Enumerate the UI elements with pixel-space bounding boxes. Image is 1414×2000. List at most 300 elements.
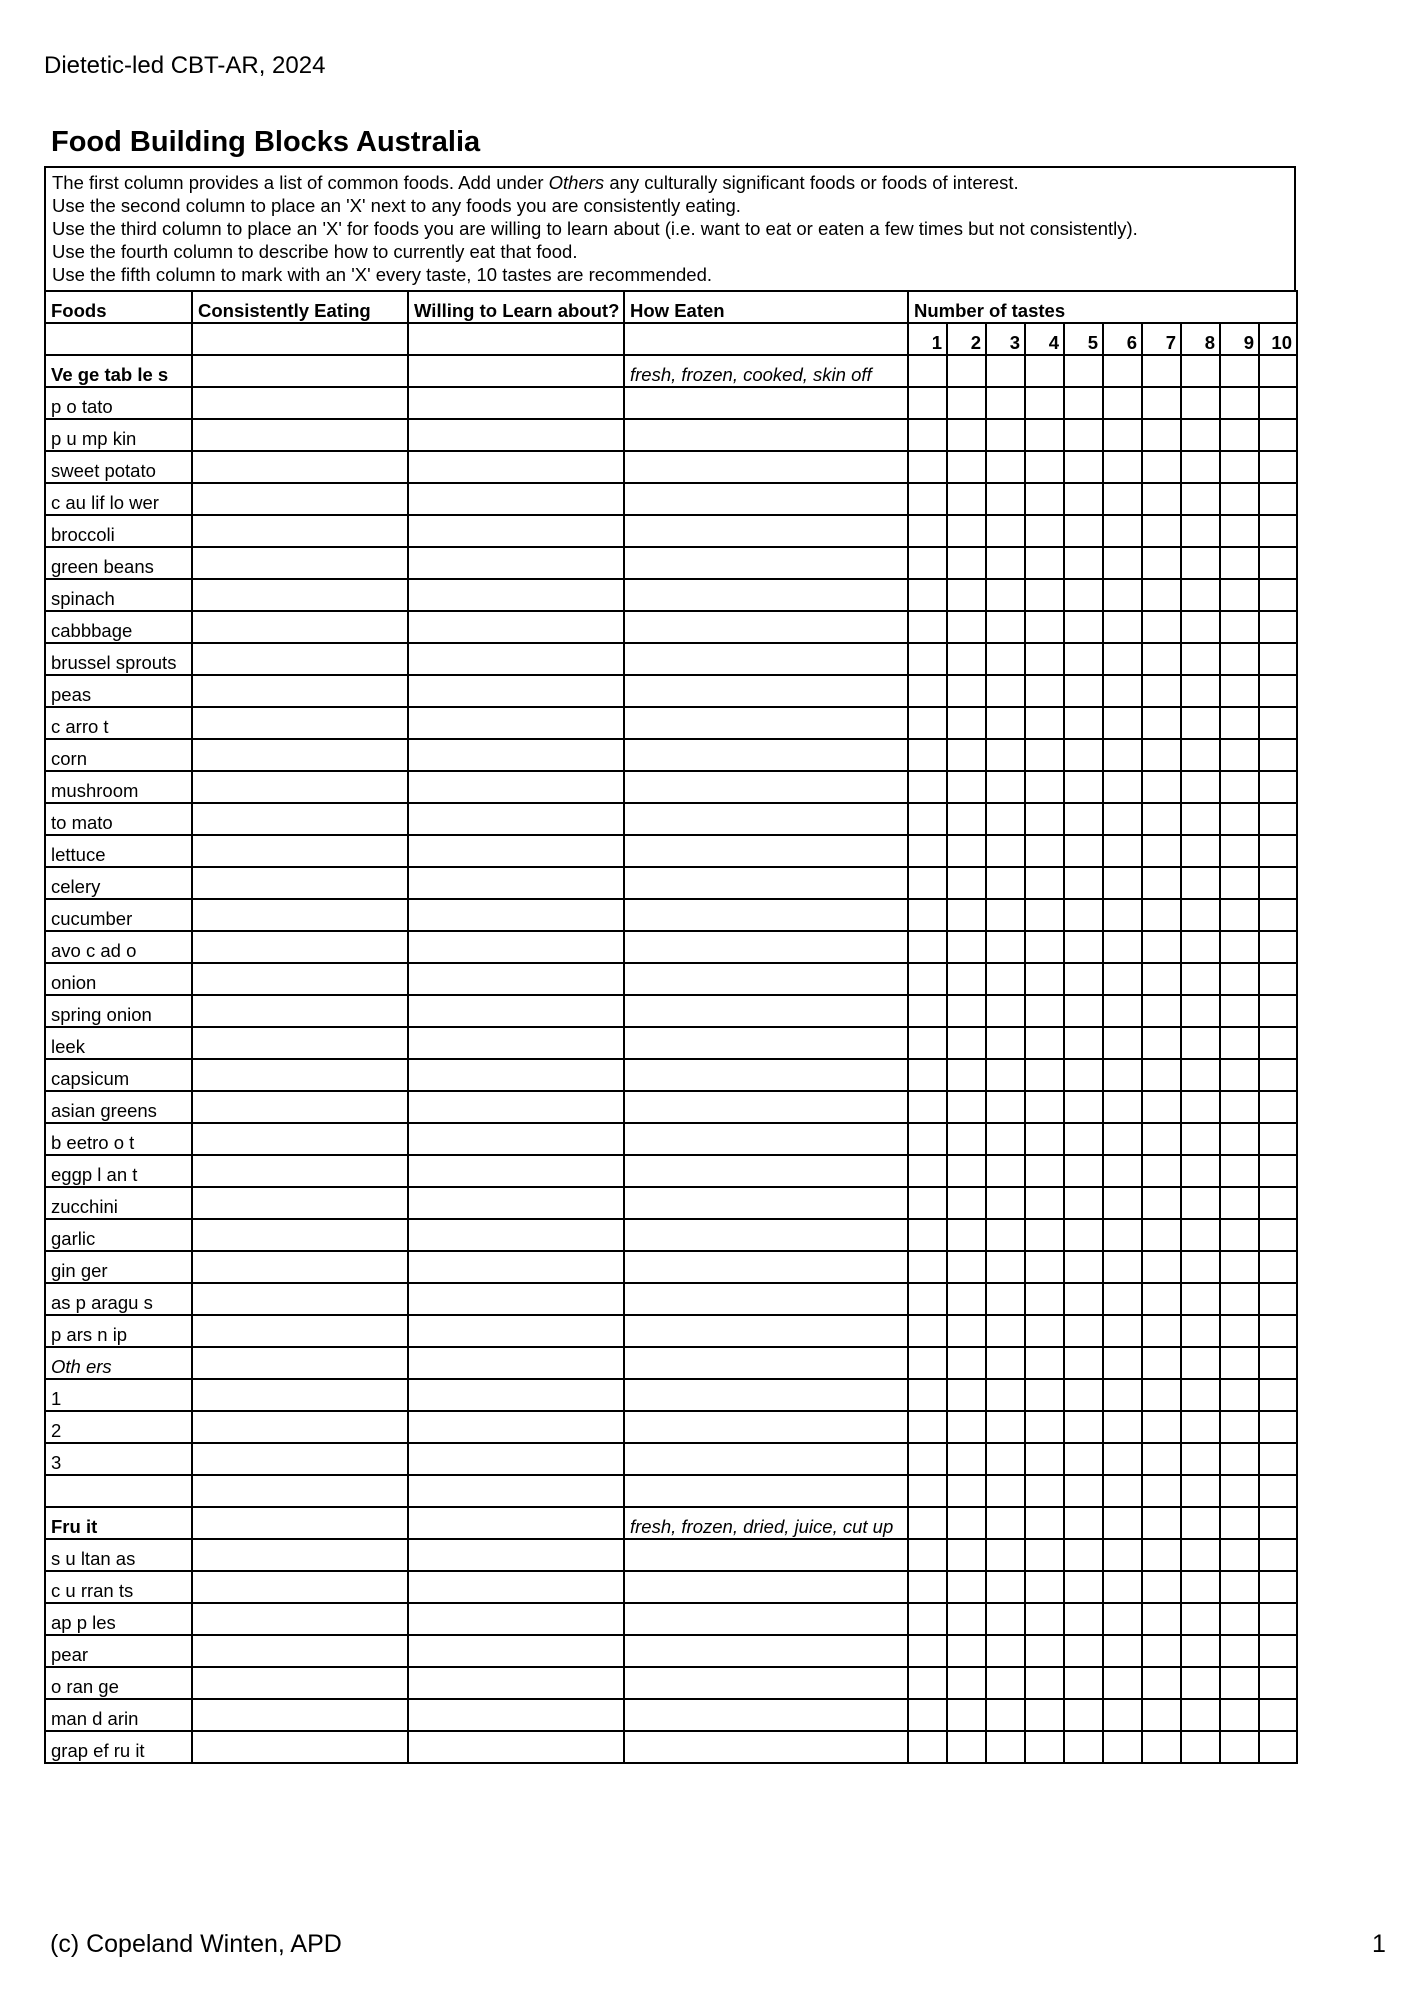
taste-checkbox-cell[interactable] bbox=[1181, 547, 1220, 579]
taste-checkbox-cell[interactable] bbox=[1259, 1475, 1297, 1507]
willing-to-learn-cell[interactable] bbox=[408, 515, 624, 547]
taste-checkbox-cell[interactable] bbox=[1142, 995, 1181, 1027]
taste-checkbox-cell[interactable] bbox=[1142, 451, 1181, 483]
taste-checkbox-cell[interactable] bbox=[1064, 995, 1103, 1027]
consistently-eating-cell[interactable] bbox=[192, 1347, 408, 1379]
how-eaten-cell[interactable] bbox=[624, 611, 908, 643]
taste-checkbox-cell[interactable] bbox=[1064, 1411, 1103, 1443]
taste-checkbox-cell[interactable] bbox=[1025, 931, 1064, 963]
willing-to-learn-cell[interactable] bbox=[408, 771, 624, 803]
taste-checkbox-cell[interactable] bbox=[1259, 1507, 1297, 1539]
taste-checkbox-cell[interactable] bbox=[1103, 1347, 1142, 1379]
taste-checkbox-cell[interactable] bbox=[1103, 1475, 1142, 1507]
taste-checkbox-cell[interactable] bbox=[1142, 1411, 1181, 1443]
taste-checkbox-cell[interactable] bbox=[1220, 995, 1259, 1027]
taste-checkbox-cell[interactable] bbox=[1103, 675, 1142, 707]
taste-checkbox-cell[interactable] bbox=[947, 835, 986, 867]
taste-checkbox-cell[interactable] bbox=[986, 1283, 1025, 1315]
taste-checkbox-cell[interactable] bbox=[1259, 963, 1297, 995]
taste-checkbox-cell[interactable] bbox=[908, 1251, 947, 1283]
taste-checkbox-cell[interactable] bbox=[1142, 1251, 1181, 1283]
taste-checkbox-cell[interactable] bbox=[1103, 771, 1142, 803]
taste-checkbox-cell[interactable] bbox=[1103, 1443, 1142, 1475]
willing-to-learn-cell[interactable] bbox=[408, 1123, 624, 1155]
willing-to-learn-cell[interactable] bbox=[408, 611, 624, 643]
taste-checkbox-cell[interactable] bbox=[908, 1571, 947, 1603]
consistently-eating-cell[interactable] bbox=[192, 739, 408, 771]
taste-checkbox-cell[interactable] bbox=[908, 707, 947, 739]
taste-checkbox-cell[interactable] bbox=[1181, 1411, 1220, 1443]
taste-checkbox-cell[interactable] bbox=[947, 1731, 986, 1763]
taste-checkbox-cell[interactable] bbox=[1025, 515, 1064, 547]
consistently-eating-cell[interactable] bbox=[192, 1315, 408, 1347]
willing-to-learn-cell[interactable] bbox=[408, 867, 624, 899]
taste-checkbox-cell[interactable] bbox=[1220, 1667, 1259, 1699]
consistently-eating-cell[interactable] bbox=[192, 1155, 408, 1187]
taste-checkbox-cell[interactable] bbox=[1103, 995, 1142, 1027]
taste-checkbox-cell[interactable] bbox=[1025, 675, 1064, 707]
taste-checkbox-cell[interactable] bbox=[1181, 1123, 1220, 1155]
taste-checkbox-cell[interactable] bbox=[908, 547, 947, 579]
taste-checkbox-cell[interactable] bbox=[1181, 1283, 1220, 1315]
taste-checkbox-cell[interactable] bbox=[908, 483, 947, 515]
consistently-eating-cell[interactable] bbox=[192, 1027, 408, 1059]
taste-checkbox-cell[interactable] bbox=[1142, 1635, 1181, 1667]
consistently-eating-cell[interactable] bbox=[192, 1475, 408, 1507]
taste-checkbox-cell[interactable] bbox=[986, 1539, 1025, 1571]
taste-checkbox-cell[interactable] bbox=[1103, 515, 1142, 547]
taste-checkbox-cell[interactable] bbox=[1025, 483, 1064, 515]
taste-checkbox-cell[interactable] bbox=[1220, 1187, 1259, 1219]
taste-checkbox-cell[interactable] bbox=[1220, 1443, 1259, 1475]
willing-to-learn-cell[interactable] bbox=[408, 963, 624, 995]
willing-to-learn-cell[interactable] bbox=[408, 995, 624, 1027]
taste-checkbox-cell[interactable] bbox=[1064, 1283, 1103, 1315]
taste-checkbox-cell[interactable] bbox=[908, 1699, 947, 1731]
taste-checkbox-cell[interactable] bbox=[1025, 867, 1064, 899]
taste-checkbox-cell[interactable] bbox=[1181, 771, 1220, 803]
taste-checkbox-cell[interactable] bbox=[1064, 1315, 1103, 1347]
how-eaten-cell[interactable] bbox=[624, 643, 908, 675]
taste-checkbox-cell[interactable] bbox=[1064, 1731, 1103, 1763]
taste-checkbox-cell[interactable] bbox=[1220, 1507, 1259, 1539]
taste-checkbox-cell[interactable] bbox=[1259, 451, 1297, 483]
taste-checkbox-cell[interactable] bbox=[1142, 1379, 1181, 1411]
how-eaten-cell[interactable] bbox=[624, 1539, 908, 1571]
taste-checkbox-cell[interactable] bbox=[1142, 1219, 1181, 1251]
taste-checkbox-cell[interactable] bbox=[986, 1155, 1025, 1187]
taste-checkbox-cell[interactable] bbox=[1142, 1187, 1181, 1219]
taste-checkbox-cell[interactable] bbox=[1220, 451, 1259, 483]
how-eaten-cell[interactable] bbox=[624, 387, 908, 419]
taste-checkbox-cell[interactable] bbox=[1064, 1251, 1103, 1283]
taste-checkbox-cell[interactable] bbox=[1220, 835, 1259, 867]
taste-checkbox-cell[interactable] bbox=[1220, 1251, 1259, 1283]
how-eaten-cell[interactable] bbox=[624, 1379, 908, 1411]
taste-checkbox-cell[interactable] bbox=[986, 1411, 1025, 1443]
taste-checkbox-cell[interactable] bbox=[947, 1027, 986, 1059]
taste-checkbox-cell[interactable] bbox=[908, 771, 947, 803]
taste-checkbox-cell[interactable] bbox=[1220, 931, 1259, 963]
consistently-eating-cell[interactable] bbox=[192, 707, 408, 739]
taste-checkbox-cell[interactable] bbox=[1064, 899, 1103, 931]
taste-checkbox-cell[interactable] bbox=[1025, 1571, 1064, 1603]
taste-checkbox-cell[interactable] bbox=[1142, 1731, 1181, 1763]
taste-checkbox-cell[interactable] bbox=[1064, 739, 1103, 771]
taste-checkbox-cell[interactable] bbox=[1103, 1315, 1142, 1347]
taste-checkbox-cell[interactable] bbox=[1103, 835, 1142, 867]
taste-checkbox-cell[interactable] bbox=[986, 739, 1025, 771]
taste-checkbox-cell[interactable] bbox=[1064, 1187, 1103, 1219]
taste-checkbox-cell[interactable] bbox=[1142, 547, 1181, 579]
taste-checkbox-cell[interactable] bbox=[986, 771, 1025, 803]
taste-checkbox-cell[interactable] bbox=[1181, 899, 1220, 931]
willing-to-learn-cell[interactable] bbox=[408, 1635, 624, 1667]
taste-checkbox-cell[interactable] bbox=[1181, 1379, 1220, 1411]
taste-checkbox-cell[interactable] bbox=[1025, 1379, 1064, 1411]
taste-checkbox-cell[interactable] bbox=[986, 1603, 1025, 1635]
consistently-eating-cell[interactable] bbox=[192, 1731, 408, 1763]
taste-checkbox-cell[interactable] bbox=[947, 1347, 986, 1379]
consistently-eating-cell[interactable] bbox=[192, 899, 408, 931]
taste-checkbox-cell[interactable] bbox=[1181, 675, 1220, 707]
taste-checkbox-cell[interactable] bbox=[986, 803, 1025, 835]
taste-checkbox-cell[interactable] bbox=[1220, 771, 1259, 803]
taste-checkbox-cell[interactable] bbox=[1259, 835, 1297, 867]
taste-checkbox-cell[interactable] bbox=[947, 1507, 986, 1539]
taste-checkbox-cell[interactable] bbox=[986, 1699, 1025, 1731]
taste-checkbox-cell[interactable] bbox=[908, 995, 947, 1027]
taste-checkbox-cell[interactable] bbox=[1064, 707, 1103, 739]
taste-checkbox-cell[interactable] bbox=[947, 1411, 986, 1443]
taste-checkbox-cell[interactable] bbox=[1259, 739, 1297, 771]
how-eaten-cell[interactable] bbox=[624, 1283, 908, 1315]
taste-checkbox-cell[interactable] bbox=[1103, 803, 1142, 835]
taste-checkbox-cell[interactable] bbox=[908, 899, 947, 931]
taste-checkbox-cell[interactable] bbox=[1181, 1635, 1220, 1667]
taste-checkbox-cell[interactable] bbox=[1142, 579, 1181, 611]
taste-checkbox-cell[interactable] bbox=[1220, 1699, 1259, 1731]
taste-checkbox-cell[interactable] bbox=[947, 579, 986, 611]
taste-checkbox-cell[interactable] bbox=[1025, 611, 1064, 643]
taste-checkbox-cell[interactable] bbox=[1220, 1155, 1259, 1187]
willing-to-learn-cell[interactable] bbox=[408, 387, 624, 419]
taste-checkbox-cell[interactable] bbox=[986, 611, 1025, 643]
taste-checkbox-cell[interactable] bbox=[1142, 803, 1181, 835]
taste-checkbox-cell[interactable] bbox=[1025, 643, 1064, 675]
taste-checkbox-cell[interactable] bbox=[1142, 963, 1181, 995]
taste-checkbox-cell[interactable] bbox=[1025, 1155, 1064, 1187]
taste-checkbox-cell[interactable] bbox=[1103, 451, 1142, 483]
taste-checkbox-cell[interactable] bbox=[1220, 483, 1259, 515]
taste-checkbox-cell[interactable] bbox=[1181, 963, 1220, 995]
taste-checkbox-cell[interactable] bbox=[986, 867, 1025, 899]
taste-checkbox-cell[interactable] bbox=[1103, 1539, 1142, 1571]
taste-checkbox-cell[interactable] bbox=[1064, 1379, 1103, 1411]
taste-checkbox-cell[interactable] bbox=[1220, 643, 1259, 675]
taste-checkbox-cell[interactable] bbox=[986, 1123, 1025, 1155]
taste-checkbox-cell[interactable] bbox=[947, 1059, 986, 1091]
taste-checkbox-cell[interactable] bbox=[1220, 1027, 1259, 1059]
taste-checkbox-cell[interactable] bbox=[1259, 931, 1297, 963]
taste-checkbox-cell[interactable] bbox=[1142, 515, 1181, 547]
how-eaten-cell[interactable]: fresh, frozen, cooked, skin off bbox=[624, 355, 908, 387]
taste-checkbox-cell[interactable] bbox=[1064, 963, 1103, 995]
taste-checkbox-cell[interactable] bbox=[1025, 1731, 1064, 1763]
taste-checkbox-cell[interactable] bbox=[1220, 515, 1259, 547]
taste-checkbox-cell[interactable] bbox=[1025, 739, 1064, 771]
taste-checkbox-cell[interactable] bbox=[1142, 1027, 1181, 1059]
taste-checkbox-cell[interactable] bbox=[986, 643, 1025, 675]
taste-checkbox-cell[interactable] bbox=[947, 1603, 986, 1635]
taste-checkbox-cell[interactable] bbox=[947, 803, 986, 835]
taste-checkbox-cell[interactable] bbox=[947, 995, 986, 1027]
taste-checkbox-cell[interactable] bbox=[1025, 451, 1064, 483]
consistently-eating-cell[interactable] bbox=[192, 483, 408, 515]
taste-checkbox-cell[interactable] bbox=[947, 355, 986, 387]
taste-checkbox-cell[interactable] bbox=[947, 963, 986, 995]
taste-checkbox-cell[interactable] bbox=[947, 1699, 986, 1731]
taste-checkbox-cell[interactable] bbox=[908, 387, 947, 419]
taste-checkbox-cell[interactable] bbox=[1259, 1251, 1297, 1283]
taste-checkbox-cell[interactable] bbox=[986, 899, 1025, 931]
taste-checkbox-cell[interactable] bbox=[1064, 451, 1103, 483]
how-eaten-cell[interactable] bbox=[624, 707, 908, 739]
how-eaten-cell[interactable] bbox=[624, 1443, 908, 1475]
taste-checkbox-cell[interactable] bbox=[1103, 1123, 1142, 1155]
taste-checkbox-cell[interactable] bbox=[986, 1443, 1025, 1475]
taste-checkbox-cell[interactable] bbox=[1259, 899, 1297, 931]
taste-checkbox-cell[interactable] bbox=[947, 1667, 986, 1699]
taste-checkbox-cell[interactable] bbox=[1142, 1347, 1181, 1379]
taste-checkbox-cell[interactable] bbox=[1025, 1603, 1064, 1635]
taste-checkbox-cell[interactable] bbox=[1259, 1315, 1297, 1347]
consistently-eating-cell[interactable] bbox=[192, 1507, 408, 1539]
taste-checkbox-cell[interactable] bbox=[947, 451, 986, 483]
taste-checkbox-cell[interactable] bbox=[1064, 1123, 1103, 1155]
consistently-eating-cell[interactable] bbox=[192, 1411, 408, 1443]
taste-checkbox-cell[interactable] bbox=[1025, 1283, 1064, 1315]
taste-checkbox-cell[interactable] bbox=[1103, 707, 1142, 739]
taste-checkbox-cell[interactable] bbox=[1259, 1411, 1297, 1443]
taste-checkbox-cell[interactable] bbox=[1181, 739, 1220, 771]
taste-checkbox-cell[interactable] bbox=[1064, 355, 1103, 387]
taste-checkbox-cell[interactable] bbox=[908, 1059, 947, 1091]
taste-checkbox-cell[interactable] bbox=[1220, 1283, 1259, 1315]
taste-checkbox-cell[interactable] bbox=[1064, 419, 1103, 451]
taste-checkbox-cell[interactable] bbox=[986, 1251, 1025, 1283]
willing-to-learn-cell[interactable] bbox=[408, 643, 624, 675]
how-eaten-cell[interactable] bbox=[624, 1059, 908, 1091]
willing-to-learn-cell[interactable] bbox=[408, 1219, 624, 1251]
taste-checkbox-cell[interactable] bbox=[1259, 1283, 1297, 1315]
taste-checkbox-cell[interactable] bbox=[1181, 1251, 1220, 1283]
taste-checkbox-cell[interactable] bbox=[1181, 835, 1220, 867]
willing-to-learn-cell[interactable] bbox=[408, 451, 624, 483]
taste-checkbox-cell[interactable] bbox=[1181, 995, 1220, 1027]
taste-checkbox-cell[interactable] bbox=[908, 1187, 947, 1219]
taste-checkbox-cell[interactable] bbox=[1103, 579, 1142, 611]
taste-checkbox-cell[interactable] bbox=[1220, 1379, 1259, 1411]
how-eaten-cell[interactable] bbox=[624, 1027, 908, 1059]
taste-checkbox-cell[interactable] bbox=[1181, 451, 1220, 483]
taste-checkbox-cell[interactable] bbox=[1181, 1539, 1220, 1571]
taste-checkbox-cell[interactable] bbox=[1259, 1667, 1297, 1699]
taste-checkbox-cell[interactable] bbox=[1220, 419, 1259, 451]
taste-checkbox-cell[interactable] bbox=[1181, 1059, 1220, 1091]
taste-checkbox-cell[interactable] bbox=[1025, 1251, 1064, 1283]
taste-checkbox-cell[interactable] bbox=[947, 867, 986, 899]
consistently-eating-cell[interactable] bbox=[192, 963, 408, 995]
consistently-eating-cell[interactable] bbox=[192, 675, 408, 707]
taste-checkbox-cell[interactable] bbox=[1220, 1219, 1259, 1251]
taste-checkbox-cell[interactable] bbox=[1064, 483, 1103, 515]
taste-checkbox-cell[interactable] bbox=[1064, 867, 1103, 899]
consistently-eating-cell[interactable] bbox=[192, 1091, 408, 1123]
willing-to-learn-cell[interactable] bbox=[408, 675, 624, 707]
willing-to-learn-cell[interactable] bbox=[408, 483, 624, 515]
taste-checkbox-cell[interactable] bbox=[1181, 1667, 1220, 1699]
taste-checkbox-cell[interactable] bbox=[1064, 1347, 1103, 1379]
willing-to-learn-cell[interactable] bbox=[408, 1571, 624, 1603]
taste-checkbox-cell[interactable] bbox=[1220, 803, 1259, 835]
taste-checkbox-cell[interactable] bbox=[1259, 1219, 1297, 1251]
taste-checkbox-cell[interactable] bbox=[1181, 1603, 1220, 1635]
how-eaten-cell[interactable] bbox=[624, 1699, 908, 1731]
taste-checkbox-cell[interactable] bbox=[1259, 1155, 1297, 1187]
taste-checkbox-cell[interactable] bbox=[1181, 867, 1220, 899]
taste-checkbox-cell[interactable] bbox=[986, 1091, 1025, 1123]
taste-checkbox-cell[interactable] bbox=[1181, 1027, 1220, 1059]
taste-checkbox-cell[interactable] bbox=[1103, 1059, 1142, 1091]
taste-checkbox-cell[interactable] bbox=[1259, 483, 1297, 515]
taste-checkbox-cell[interactable] bbox=[1259, 803, 1297, 835]
taste-checkbox-cell[interactable] bbox=[1220, 1603, 1259, 1635]
taste-checkbox-cell[interactable] bbox=[1064, 547, 1103, 579]
how-eaten-cell[interactable] bbox=[624, 515, 908, 547]
taste-checkbox-cell[interactable] bbox=[947, 611, 986, 643]
consistently-eating-cell[interactable] bbox=[192, 995, 408, 1027]
taste-checkbox-cell[interactable] bbox=[1220, 1571, 1259, 1603]
taste-checkbox-cell[interactable] bbox=[1142, 1155, 1181, 1187]
taste-checkbox-cell[interactable] bbox=[1142, 1123, 1181, 1155]
consistently-eating-cell[interactable] bbox=[192, 547, 408, 579]
taste-checkbox-cell[interactable] bbox=[947, 643, 986, 675]
taste-checkbox-cell[interactable] bbox=[1142, 1667, 1181, 1699]
taste-checkbox-cell[interactable] bbox=[1181, 419, 1220, 451]
taste-checkbox-cell[interactable] bbox=[1142, 1699, 1181, 1731]
taste-checkbox-cell[interactable] bbox=[986, 835, 1025, 867]
taste-checkbox-cell[interactable] bbox=[986, 387, 1025, 419]
taste-checkbox-cell[interactable] bbox=[908, 1539, 947, 1571]
taste-checkbox-cell[interactable] bbox=[1220, 867, 1259, 899]
taste-checkbox-cell[interactable] bbox=[1142, 707, 1181, 739]
taste-checkbox-cell[interactable] bbox=[1103, 739, 1142, 771]
taste-checkbox-cell[interactable] bbox=[908, 1603, 947, 1635]
taste-checkbox-cell[interactable] bbox=[1025, 579, 1064, 611]
willing-to-learn-cell[interactable] bbox=[408, 419, 624, 451]
taste-checkbox-cell[interactable] bbox=[1025, 995, 1064, 1027]
consistently-eating-cell[interactable] bbox=[192, 515, 408, 547]
taste-checkbox-cell[interactable] bbox=[1103, 1411, 1142, 1443]
taste-checkbox-cell[interactable] bbox=[1142, 611, 1181, 643]
how-eaten-cell[interactable] bbox=[624, 835, 908, 867]
taste-checkbox-cell[interactable] bbox=[1220, 579, 1259, 611]
taste-checkbox-cell[interactable] bbox=[947, 675, 986, 707]
willing-to-learn-cell[interactable] bbox=[408, 355, 624, 387]
taste-checkbox-cell[interactable] bbox=[1181, 1507, 1220, 1539]
taste-checkbox-cell[interactable] bbox=[1220, 1411, 1259, 1443]
taste-checkbox-cell[interactable] bbox=[947, 739, 986, 771]
taste-checkbox-cell[interactable] bbox=[1259, 1091, 1297, 1123]
taste-checkbox-cell[interactable] bbox=[1064, 931, 1103, 963]
taste-checkbox-cell[interactable] bbox=[1142, 675, 1181, 707]
taste-checkbox-cell[interactable] bbox=[1064, 1667, 1103, 1699]
taste-checkbox-cell[interactable] bbox=[1103, 1667, 1142, 1699]
taste-checkbox-cell[interactable] bbox=[1064, 771, 1103, 803]
taste-checkbox-cell[interactable] bbox=[1103, 547, 1142, 579]
how-eaten-cell[interactable] bbox=[624, 451, 908, 483]
taste-checkbox-cell[interactable] bbox=[1025, 1219, 1064, 1251]
consistently-eating-cell[interactable] bbox=[192, 579, 408, 611]
taste-checkbox-cell[interactable] bbox=[1025, 835, 1064, 867]
taste-checkbox-cell[interactable] bbox=[1142, 739, 1181, 771]
taste-checkbox-cell[interactable] bbox=[947, 1155, 986, 1187]
taste-checkbox-cell[interactable] bbox=[1142, 835, 1181, 867]
taste-checkbox-cell[interactable] bbox=[947, 419, 986, 451]
taste-checkbox-cell[interactable] bbox=[1220, 1059, 1259, 1091]
consistently-eating-cell[interactable] bbox=[192, 419, 408, 451]
how-eaten-cell[interactable] bbox=[624, 483, 908, 515]
taste-checkbox-cell[interactable] bbox=[1220, 387, 1259, 419]
how-eaten-cell[interactable] bbox=[624, 803, 908, 835]
taste-checkbox-cell[interactable] bbox=[1259, 419, 1297, 451]
taste-checkbox-cell[interactable] bbox=[1142, 771, 1181, 803]
taste-checkbox-cell[interactable] bbox=[1025, 387, 1064, 419]
how-eaten-cell[interactable] bbox=[624, 675, 908, 707]
taste-checkbox-cell[interactable] bbox=[986, 1315, 1025, 1347]
taste-checkbox-cell[interactable] bbox=[1064, 579, 1103, 611]
how-eaten-cell[interactable] bbox=[624, 1475, 908, 1507]
taste-checkbox-cell[interactable] bbox=[1220, 707, 1259, 739]
taste-checkbox-cell[interactable] bbox=[1025, 1027, 1064, 1059]
taste-checkbox-cell[interactable] bbox=[1181, 579, 1220, 611]
how-eaten-cell[interactable] bbox=[624, 1411, 908, 1443]
willing-to-learn-cell[interactable] bbox=[408, 931, 624, 963]
taste-checkbox-cell[interactable] bbox=[1142, 355, 1181, 387]
taste-checkbox-cell[interactable] bbox=[908, 1219, 947, 1251]
how-eaten-cell[interactable] bbox=[624, 547, 908, 579]
how-eaten-cell[interactable] bbox=[624, 1155, 908, 1187]
willing-to-learn-cell[interactable] bbox=[408, 1155, 624, 1187]
how-eaten-cell[interactable] bbox=[624, 1091, 908, 1123]
taste-checkbox-cell[interactable] bbox=[1259, 867, 1297, 899]
taste-checkbox-cell[interactable] bbox=[986, 1187, 1025, 1219]
taste-checkbox-cell[interactable] bbox=[1025, 1123, 1064, 1155]
taste-checkbox-cell[interactable] bbox=[908, 1379, 947, 1411]
taste-checkbox-cell[interactable] bbox=[1064, 1155, 1103, 1187]
taste-checkbox-cell[interactable] bbox=[1103, 1251, 1142, 1283]
taste-checkbox-cell[interactable] bbox=[1064, 1475, 1103, 1507]
taste-checkbox-cell[interactable] bbox=[908, 355, 947, 387]
taste-checkbox-cell[interactable] bbox=[986, 1667, 1025, 1699]
taste-checkbox-cell[interactable] bbox=[1025, 963, 1064, 995]
taste-checkbox-cell[interactable] bbox=[986, 483, 1025, 515]
taste-checkbox-cell[interactable] bbox=[986, 1219, 1025, 1251]
taste-checkbox-cell[interactable] bbox=[1220, 547, 1259, 579]
taste-checkbox-cell[interactable] bbox=[908, 867, 947, 899]
taste-checkbox-cell[interactable] bbox=[1103, 867, 1142, 899]
